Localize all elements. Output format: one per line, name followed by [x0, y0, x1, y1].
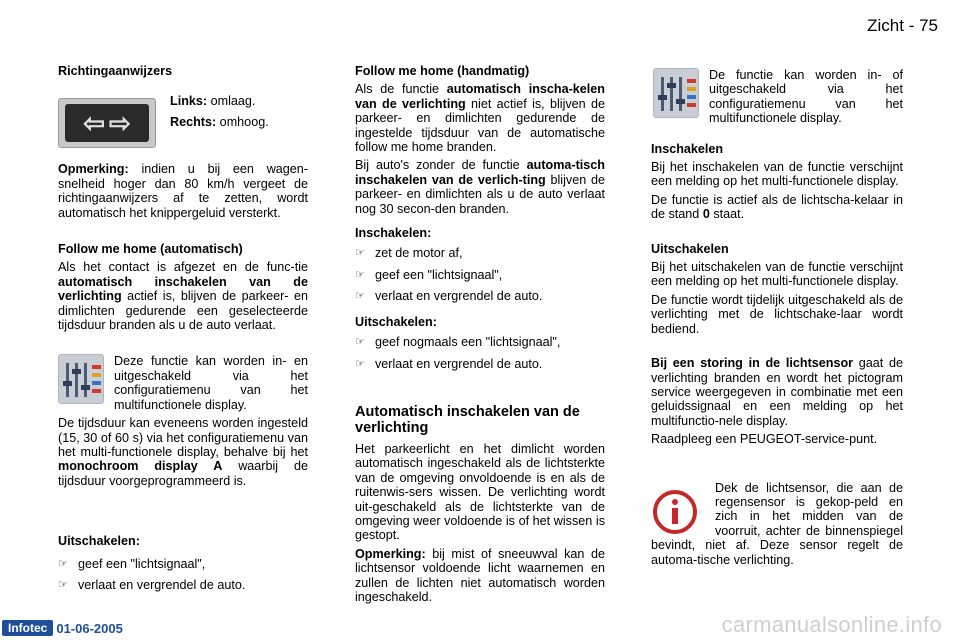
- list-item: ☞ geef een "lichtsignaal",: [355, 267, 503, 282]
- column-3: [651, 68, 903, 571]
- pointing-hand-icon: ☞: [58, 578, 68, 591]
- footer: [2, 620, 123, 636]
- list-item: ☞ zet de motor af,: [355, 246, 463, 261]
- heading-fmh-auto: Follow me home (automatisch): [58, 242, 243, 257]
- pointing-hand-icon: ☞: [355, 247, 365, 260]
- in-paragraph-2: De functie is actief als de lichtscha-kelaar in de stand 0 staat.: [651, 192, 903, 222]
- config-block: [651, 68, 903, 126]
- heading-uitschakelen: Uitschakelen:: [58, 534, 140, 549]
- heading-richtingaanwijzers: Richtingaanwijzers: [58, 64, 173, 78]
- fmh-hand-paragraph-2: Bij auto's zonder de functie automa-tisch inschakelen van de verlich-ting blijven de parkeer- en dimlichten als u de auto verlaat nog 30 secon-den branden.: [355, 158, 605, 216]
- column-1: [58, 64, 308, 599]
- raadpleeg-paragraph: Raadpleeg een PEUGEOT-service-punt.: [651, 432, 878, 447]
- pointing-hand-icon: ☞: [355, 290, 365, 303]
- storing-paragraph: Bij een storing in de lichtsensor gaat de verlichting branden en wordt het pictogram service weergegeven in combinatie met een geluidssignaal en een melding op het multifunctio-nele display.: [651, 356, 903, 428]
- config-block: [58, 354, 308, 488]
- indicator-row: ⇦ ⇨ Links: omlaag. Rechts: omhoog.: [58, 98, 308, 148]
- heading-uitschakelen: Uitschakelen: [651, 241, 729, 256]
- config-paragraph: De functie kan worden in- of uitgeschakeld via het configuratiemenu van het multifunctionele display.: [709, 68, 903, 126]
- list-item: ☞ geef nogmaals een "lichtsignaal",: [355, 335, 561, 350]
- heading-fmh-hand: Follow me home (handmatig): [355, 64, 530, 78]
- heading-auto-verlichting: Automatisch inschakelen van de verlichting: [355, 403, 580, 436]
- pointing-hand-icon: ☞: [355, 357, 365, 370]
- column-2: [355, 64, 605, 608]
- opmerking-paragraph: Opmerking: indien u bij een wagen-snelheid hoger dan 80 km/h vergeet de richtingaanwijzers af te zetten, wordt automatisch het knippergeluid versterkt.: [58, 162, 308, 220]
- links-label: Links:: [170, 94, 208, 109]
- auto-paragraph: Het parkeerlicht en het dimlicht worden automatisch ingeschakeld als de lichtsterkte van de omgeving onvoldoende is en als de ruitenwis-sers wissen. De verlichting wordt uit-geschakeld als de lichtsterkte van de omgeving weer voldoende is of het wissen is gestopt.: [355, 441, 605, 543]
- rechts-label: Rechts:: [170, 114, 217, 129]
- fmh-hand-paragraph-1: Als de functie automatisch inscha-kelen van de verlichting niet actief is, blijven de parkeer- en dimlichten gedurende de ingestelde tijdsduur van de automatische follow me home branden.: [355, 82, 605, 155]
- auto-opmerking-paragraph: Opmerking: bij mist of sneeuwval kan de lichtsensor voldoende licht waarnemen en zullen de lichten niet automatisch worden ingeschakeld.: [355, 546, 605, 604]
- fmh-auto-paragraph: Als het contact is afgezet en de func-tie automatisch inschakelen van de verlichting actief is, blijven de parkeer- en dimlichten gedurende een geselecteerde tijdsduur branden als u de auto verlaat.: [58, 260, 308, 333]
- list-item: ☞ verlaat en vergrendel de auto.: [58, 577, 246, 592]
- heading-inschakelen: Inschakelen: [651, 141, 724, 156]
- pointing-hand-icon: ☞: [58, 557, 68, 570]
- page-header: Zicht - 75: [867, 16, 938, 35]
- list-item: ☞ verlaat en vergrendel de auto.: [355, 289, 543, 304]
- uit-paragraph-2: De functie wordt tijdelijk uitgeschakeld als de verlichting met de lichtschake-laar wordt bediend.: [651, 292, 903, 336]
- sensor-block: [651, 481, 903, 567]
- infotec-logo: Infotec: [2, 620, 53, 636]
- config-paragraph: Deze functie kan worden in- en uitgeschakeld via het configuratiemenu van het multifunctionele display.: [114, 354, 308, 412]
- pointing-hand-icon: ☞: [355, 336, 365, 349]
- multifunction-settings-icon: [653, 68, 699, 118]
- list-item: ☞ geef een "lichtsignaal",: [58, 556, 206, 571]
- duration-paragraph: De tijdsduur kan eveneens worden ingesteld (15, 30 of 60 s) via het configuratiemenu van het multi-functionele display, behalve bij het monochroom display A waarbij de tijdsduur voorgeprogrammeerd is.: [58, 416, 309, 488]
- in-paragraph-1: Bij het inschakelen van de functie verschijnt een melding op het multi-functionele display.: [651, 160, 903, 189]
- info-warning-icon: [651, 489, 699, 535]
- pointing-hand-icon: ☞: [355, 268, 365, 281]
- list-item: ☞ verlaat en vergrendel de auto.: [355, 356, 543, 371]
- indicator-stalk-icon: ⇦ ⇨: [58, 98, 156, 148]
- heading-uitschakelen: Uitschakelen:: [355, 314, 437, 329]
- heading-inschakelen: Inschakelen:: [355, 226, 432, 241]
- sensor-paragraph: Dek de lichtsensor, die aan de regensensor is gekop-peld en zich in het midden van de voorruit, achter de binnenspiegel bevindt, niet af. Deze sensor regelt de automa-tische verlichting.: [651, 480, 903, 567]
- uit-paragraph-1: Bij het uitschakelen van de functie verschijnt een melding op het multi-functionele display.: [651, 260, 903, 289]
- watermark: carmanualsonline.info: [721, 612, 942, 637]
- footer-date: 01-06-2005: [56, 620, 123, 636]
- multifunction-settings-icon: [58, 354, 104, 404]
